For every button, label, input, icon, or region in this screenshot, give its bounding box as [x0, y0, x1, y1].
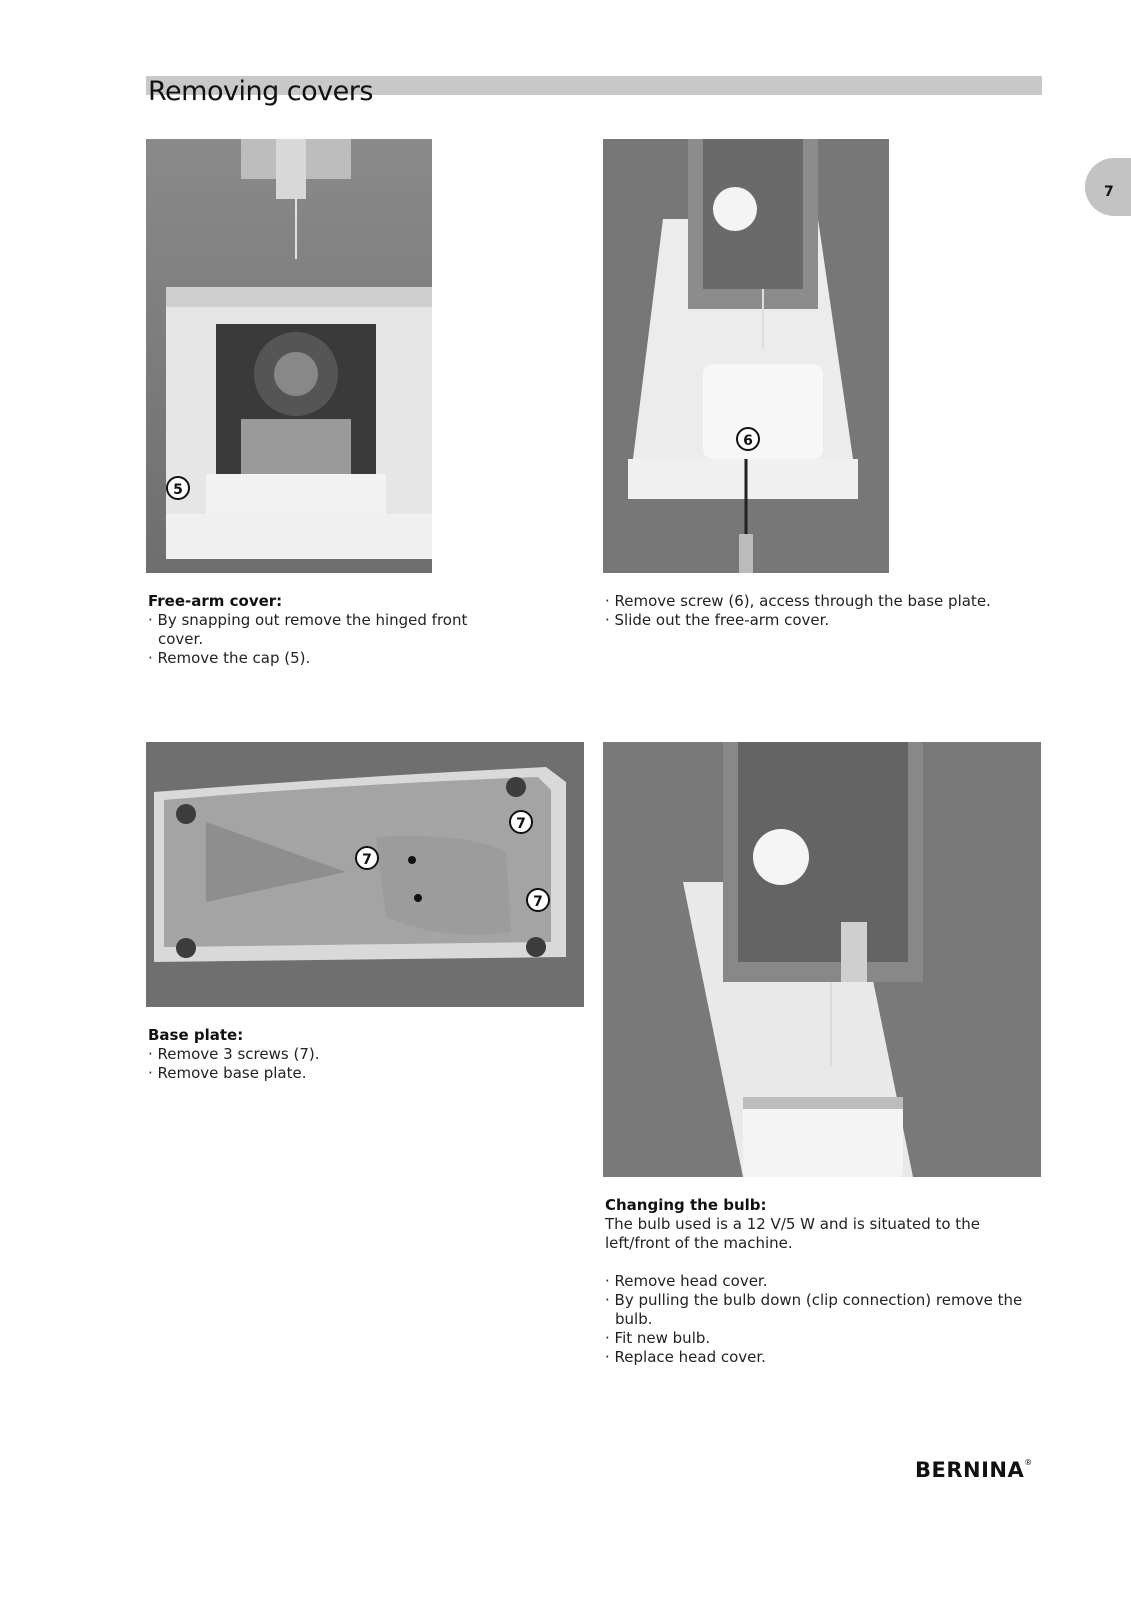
free-arm-cover-heading: Free-arm cover: — [148, 592, 283, 610]
callout-7-bottom: 7 — [533, 894, 543, 910]
bulb-step-2: · By pulling the bulb down (clip connection) remove the — [605, 1291, 1023, 1309]
page-title: Removing covers — [148, 76, 373, 107]
base-plate-text — [148, 1026, 568, 1083]
screw-steps-text — [605, 592, 1025, 630]
brand-name: BERNINA — [915, 1458, 1025, 1482]
screw-step-2: · Slide out the free-arm cover. — [605, 611, 830, 629]
bulb-step-1: · Remove head cover. — [605, 1272, 768, 1290]
free-arm-step-2: · Remove the cap (5). — [148, 649, 311, 667]
base-plate-photo — [146, 742, 584, 1007]
bulb-intro-1: The bulb used is a 12 V/5 W and is situated to the — [605, 1215, 980, 1233]
base-plate-step-2: · Remove base plate. — [148, 1064, 307, 1082]
changing-bulb-text — [605, 1196, 1035, 1367]
bulb-intro-2: left/front of the machine. — [605, 1234, 793, 1252]
free-arm-step-1-cont: cover. — [158, 630, 204, 648]
base-plate-step-1: · Remove 3 screws (7). — [148, 1045, 320, 1063]
free-arm-cover-photo — [146, 139, 432, 573]
trademark-mark: ® — [1024, 1458, 1033, 1467]
page-number: 7 — [1104, 184, 1114, 200]
free-arm-cover-text — [148, 592, 568, 668]
bulb-step-2-cont: bulb. — [615, 1310, 653, 1328]
callout-7-top: 7 — [516, 816, 526, 832]
free-arm-step-1: · By snapping out remove the hinged front — [148, 611, 468, 629]
changing-bulb-heading: Changing the bulb: — [605, 1196, 767, 1214]
callout-6: 6 — [743, 433, 753, 449]
bulb-photo — [603, 742, 1041, 1177]
screw-access-photo — [603, 139, 889, 573]
bernina-logo — [915, 1458, 1033, 1482]
callout-5: 5 — [173, 482, 183, 498]
callout-7-center: 7 — [362, 852, 372, 868]
base-plate-heading: Base plate: — [148, 1026, 244, 1044]
bulb-step-4: · Replace head cover. — [605, 1348, 766, 1366]
screw-step-1: · Remove screw (6), access through the base plate. — [605, 592, 991, 610]
bulb-step-3: · Fit new bulb. — [605, 1329, 711, 1347]
